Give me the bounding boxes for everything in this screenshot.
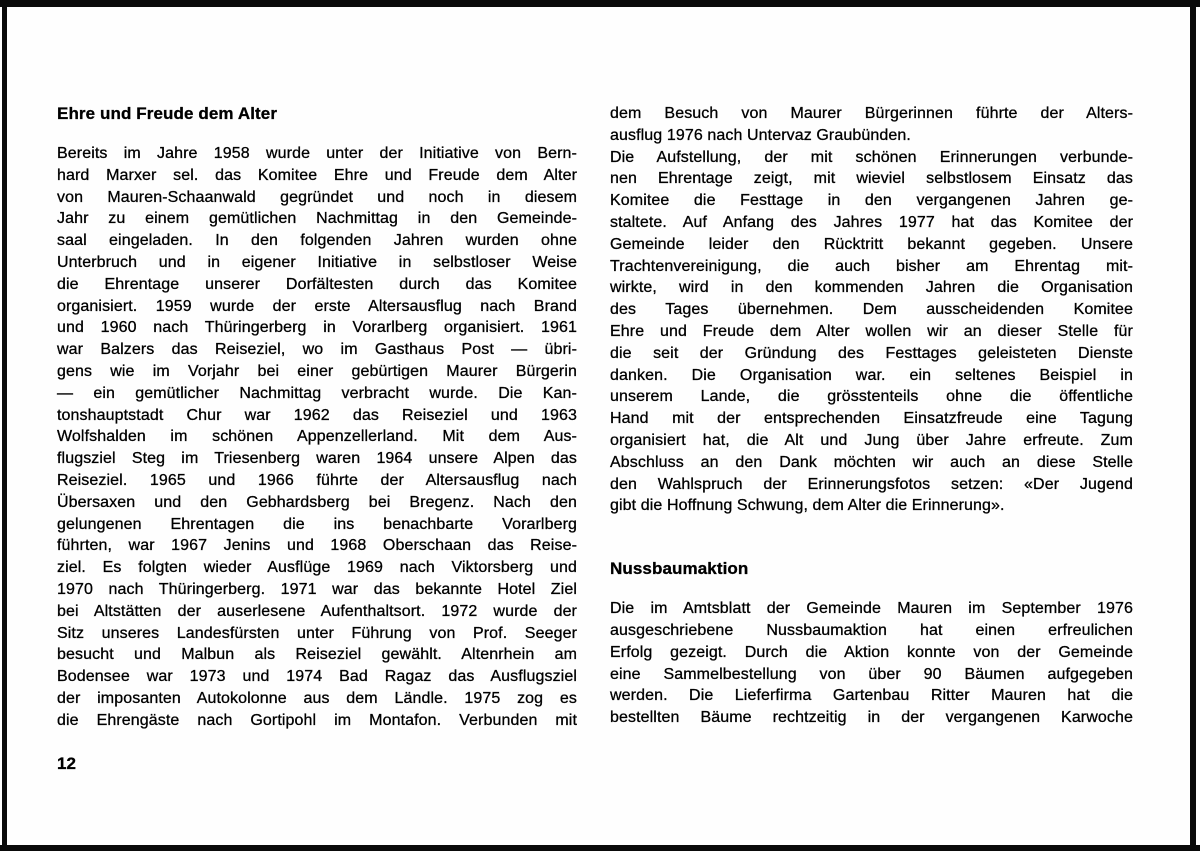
text-line: staltete. Auf Anfang des Jahres 1977 hat das Komitee der [610, 213, 1133, 231]
text-line: organisiert hat, die Alt und Jung über Jahre erfreute. Zum [610, 431, 1133, 449]
text-line: Wolfshalden im schönen Appenzellerland. Mit dem Aus- [57, 428, 577, 446]
text-line: Jahr zu einem gemütlichen Nachmittag in den Gemeinde- [57, 210, 577, 228]
text-line: flugsziel Steg im Triesenberg waren 1964 unsere Alpen das [57, 450, 577, 468]
scan-edge-bottom [0, 845, 1200, 851]
text-line: die Ehrengäste nach Gortipohl im Montafon. Verbunden mit [57, 711, 577, 729]
text-line: Die im Amtsblatt der Gemeinde Mauren im September 1976 [610, 600, 1133, 618]
text-line: von Mauren-Schaanwald gegründet und noch in diesem [57, 188, 577, 206]
text-line: Sitz unseres Landesfürsten unter Führung von Prof. Seeger [57, 624, 577, 642]
text-line: ausflug 1976 nach Untervaz Graubünden. [610, 126, 911, 144]
scan-edge-right [1190, 0, 1196, 851]
text-line: Ehre und Freude dem Alter wollen wir an dieser Stelle für [610, 322, 1133, 340]
paragraph-nussbaumaktion [610, 598, 1133, 729]
text-line: Abschluss an den Dank möchten wir auch an diese Stelle [610, 453, 1133, 471]
section-heading-nussbaumaktion: Nussbaumaktion [610, 559, 749, 579]
text-line: gibt die Hoffnung Schwung, dem Alter die Erinnerung». [610, 497, 1005, 515]
text-line: danken. Die Organisation war. ein seltenes Beispiel in [610, 366, 1133, 384]
text-line: hard Marxer sel. das Komitee Ehre und Freude dem Alter [57, 166, 577, 184]
text-line: eine Sammelbestellung von über 90 Bäumen aufgegeben [610, 665, 1133, 683]
text-line: Übersaxen und den Gebhardsberg bei Bregenz. Nach den [57, 493, 577, 511]
scan-edge-left [2, 0, 7, 851]
text-line: organisiert. 1959 wurde der erste Altersausflug nach Brand [57, 297, 577, 315]
text-line: gens wie im Vorjahr bei einer gebürtigen Maurer Bürgerin [57, 362, 577, 380]
page-number: 12 [57, 754, 76, 773]
text-line: Trachtenvereinigung, die auch bisher am Ehrentag mit- [610, 257, 1133, 275]
text-line: ausgeschriebene Nussbaumaktion hat einen erfreulichen [610, 621, 1133, 639]
text-line: Gemeinde leider den Rücktritt bekannt gegeben. Unsere [610, 235, 1133, 253]
text-line: gelungenen Ehrentagen die ins benachbarte Vorarlberg [57, 515, 577, 533]
text-line: besucht und Malbun als Reiseziel gewählt. Altenrhein am [57, 646, 577, 664]
text-line: dem Besuch von Maurer Bürgerinnen führte der Alters- [610, 105, 1133, 122]
scan-edge-top [0, 0, 1200, 7]
text-line: nen Ehrentage zeigt, mit wieviel selbstlosem Einsatz das [610, 170, 1133, 188]
paragraph-ehre-und-freude-continued [610, 103, 1133, 517]
paragraph-ehre-und-freude [57, 143, 577, 732]
text-line: Bodensee war 1973 und 1974 Bad Ragaz das Ausflugsziel [57, 668, 577, 686]
text-line: bei Altstätten der auserlesene Aufenthaltsort. 1972 wurde der [57, 602, 577, 620]
text-line: Bereits im Jahre 1958 wurde unter der Initiative von Bern- [57, 145, 577, 162]
text-line: — ein gemütlicher Nachmittag verbracht wurde. Die Kan- [57, 384, 577, 402]
text-line: Erfolg gezeigt. Durch die Aktion konnte von der Gemeinde [610, 643, 1133, 661]
text-line: Reiseziel. 1965 und 1966 führte der Altersausflug nach [57, 471, 577, 489]
text-line: unserem Lande, die grösstenteils ohne die öffentliche [610, 388, 1133, 406]
text-line: war Balzers das Reiseziel, wo im Gasthaus Post — übri- [57, 341, 577, 359]
text-line: Unterbruch und in eigener Initiative in selbstloser Weise [57, 253, 577, 271]
text-line: ziel. Es folgten wieder Ausflüge 1969 nach Viktorsberg und [57, 559, 577, 577]
text-line: den Wahlspruch der Erinnerungsfotos setzen: «Der Jugend [610, 475, 1133, 493]
text-line: und 1960 nach Thüringerberg in Vorarlberg organisiert. 1961 [57, 319, 577, 337]
left-column [57, 103, 577, 732]
text-line: Die Aufstellung, der mit schönen Erinnerungen verbunde- [610, 148, 1133, 166]
text-line: die Ehrentage unserer Dorfältesten durch das Komitee [57, 275, 577, 293]
right-column [610, 103, 1133, 729]
text-line: führten, war 1967 Jenins und 1968 Oberschaan das Reise- [57, 537, 577, 555]
text-line: Komitee die Festtage in den vergangenen Jahren ge- [610, 192, 1133, 210]
text-line: Hand mit der entsprechenden Einsatzfreude eine Tagung [610, 410, 1133, 428]
text-line: saal eingeladen. In den folgenden Jahren wurden ohne [57, 232, 577, 250]
text-line: des Tages übernehmen. Dem ausscheidenden Komitee [610, 301, 1133, 319]
text-line: 1970 nach Thüringerberg. 1971 war das bekannte Hotel Ziel [57, 580, 577, 598]
text-line: der imposanten Autokolonne aus dem Ländle. 1975 zog es [57, 689, 577, 707]
text-line: die seit der Gründung des Festtages geleisteten Dienste [610, 344, 1133, 362]
text-line: tonshauptstadt Chur war 1962 das Reiseziel und 1963 [57, 406, 577, 424]
text-line: werden. Die Lieferfirma Gartenbau Ritter Mauren hat die [610, 687, 1133, 705]
text-line: wirkte, wird in den kommenden Jahren die Organisation [610, 279, 1133, 297]
text-line: bestellten Bäume rechtzeitig in der vergangenen Karwoche [610, 709, 1133, 727]
section-heading-ehre-und-freude: Ehre und Freude dem Alter [57, 104, 278, 123]
